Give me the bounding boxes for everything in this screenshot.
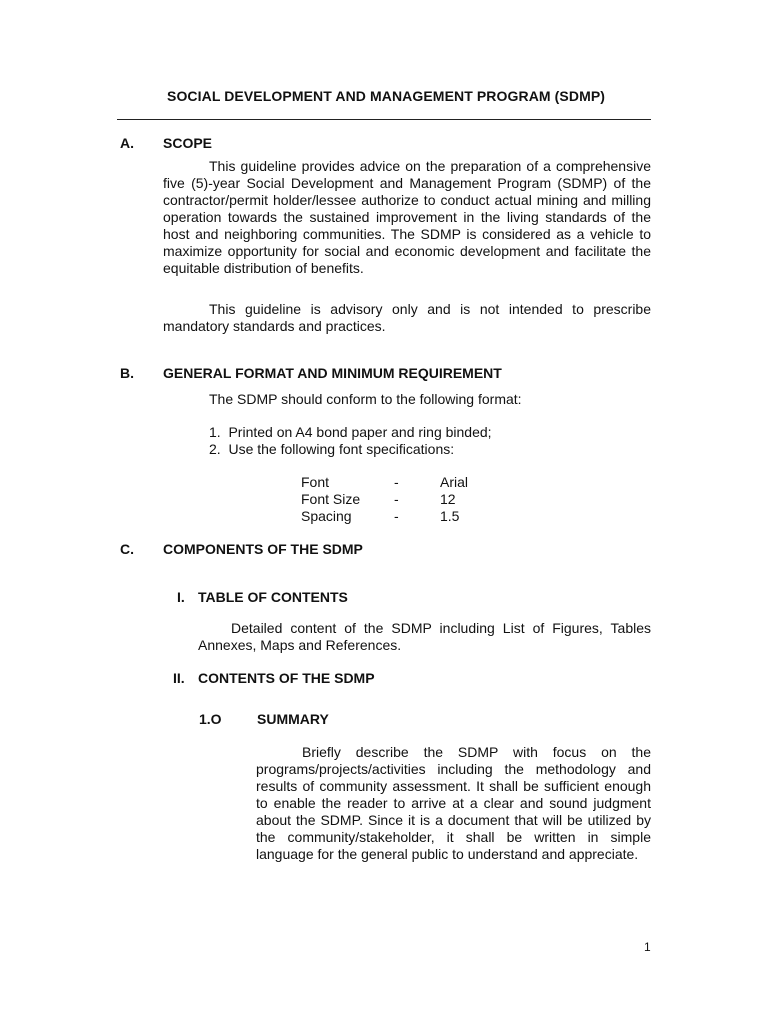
summary-heading: SUMMARY: [257, 711, 329, 727]
title-rule: [117, 119, 651, 120]
section-a-letter: A.: [120, 135, 134, 151]
summary-paragraph: Briefly describe the SDMP with focus on the programs/projects/activities including the methodology and results of community assessment. It shall be sufficient enough to enable the reader to arrive at a clear and sound judgment about the SDMP. Since it is a document that will be utilized by the community/stakeholder, it shall be written in simple language for the general public to understand and appreciate.: [256, 744, 651, 862]
format-list-item: 1. Printed on A4 bond paper and ring binded;: [209, 424, 492, 440]
subsection-1-heading: TABLE OF CONTENTS: [198, 589, 348, 605]
section-a-paragraph-2: This guideline is advisory only and is not intended to prescribe mandatory standards and practices.: [163, 301, 651, 334]
spec-label: Font Size: [301, 491, 361, 507]
spec-label: Spacing: [301, 508, 352, 524]
section-a-paragraph-1: This guideline provides advice on the preparation of a comprehensive five (5)-year Social Development and Management Program (SDMP) of the contractor/permit holder/lessee authorize to conduct actual mining and milling operation towards the sustained improvement in the living standards of the host and neighboring communities. The SDMP is considered as a vehicle to maximize opportunity for social and economic development and facilitate the equitable distribution of benefits.: [163, 158, 651, 276]
section-a-heading: SCOPE: [163, 135, 213, 151]
spec-value: 1.5: [440, 508, 460, 524]
spec-value: 12: [440, 491, 456, 507]
subsection-2-heading: CONTENTS OF THE SDMP: [198, 670, 375, 686]
font-spec-row: [301, 491, 501, 508]
subsection-2-number: II.: [173, 670, 185, 686]
section-b-intro: The SDMP should conform to the following format:: [209, 391, 522, 407]
spec-dash: -: [394, 508, 399, 524]
section-b-heading: GENERAL FORMAT AND MINIMUM REQUIREMENT: [163, 365, 502, 381]
section-b-letter: B.: [120, 365, 134, 381]
summary-number: 1.O: [199, 711, 222, 727]
section-c-letter: C.: [120, 541, 134, 557]
spec-value: Arial: [440, 474, 469, 490]
font-spec-row: [301, 474, 501, 491]
spec-dash: -: [394, 474, 399, 490]
subsection-1-number: I.: [177, 589, 185, 605]
table-of-contents-paragraph: Detailed content of the SDMP including List of Figures, Tables Annexes, Maps and References.: [198, 620, 651, 653]
spec-label: Font: [301, 474, 330, 490]
font-spec-row: [301, 508, 501, 525]
document-title: SOCIAL DEVELOPMENT AND MANAGEMENT PROGRAM (SDMP): [167, 88, 606, 104]
format-list-item: 2. Use the following font specifications:: [209, 441, 455, 457]
page-number: 1: [644, 940, 651, 954]
spec-dash: -: [394, 491, 399, 507]
section-c-heading: COMPONENTS OF THE SDMP: [163, 541, 363, 557]
